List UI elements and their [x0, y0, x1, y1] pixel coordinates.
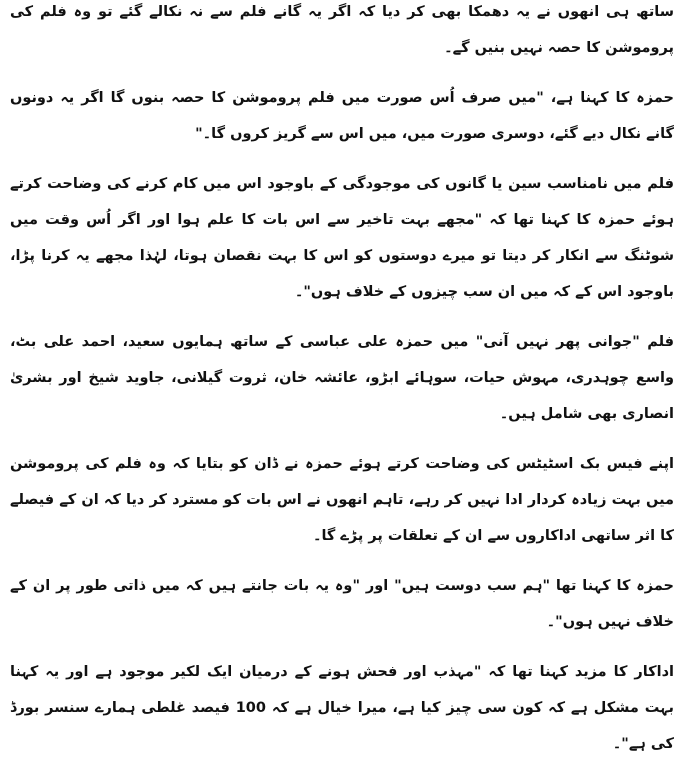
article-paragraph: فلم "جوانی پھر نہیں آنی" میں حمزہ علی عباسی کے ساتھ ہمایوں سعید، احمد علی بٹ، واسع چوہدری، مہوش حیات، سوہائے ابڑو، عائشہ خان، ثروت گیلانی، جاوید شیخ اور بشریٰ انصاری بھی شامل ہیں۔: [10, 334, 674, 422]
article-paragraph: فلم میں نامناسب سین یا گانوں کی موجودگی کے باوجود اس میں کام کرنے کی وضاحت کرتے ہوئے حمزہ کا کہنا تھا کہ "مجھے بہت تاخیر سے اس بات کا علم ہوا اور اگر اُس وقت میں شوٹنگ سے انکار کر دیتا تو میرے دوستوں کو اس کا بہت نقصان ہوتا، لہٰذا مجھے یہ کرنا پڑا، باوجود اس کے کہ میں ان سب چیزوں کے خلاف ہوں"۔: [10, 176, 674, 300]
article-paragraph: اداکار کا مزید کہنا تھا کہ "مہذب اور فحش ہونے کے درمیان ایک لکیر موجود ہے اور یہ کہنا بہت مشکل ہے کہ کون سی چیز کیا ہے، میرا خیال ہے کہ 100 فیصد غلطی ہمارے سنسر بورڈ کی ہے"۔: [10, 664, 674, 752]
article-body: [10, 0, 674, 776]
article-paragraph: حمزہ کا کہنا تھا "ہم سب دوست ہیں" اور "وہ یہ بات جانتے ہیں کہ میں ذاتی طور پر ان کے خلاف نہیں ہوں"۔: [10, 578, 674, 630]
article-paragraph: حمزہ کا کہنا ہے، "میں صرف اُس صورت میں فلم پروموشن کا حصہ بنوں گا اگر یہ دونوں گانے نکال دیے گئے، دوسری صورت میں، میں اس سے گریز کروں گا۔": [10, 90, 674, 142]
article-paragraph: اپنے فیس بک اسٹیٹس کی وضاحت کرتے ہوئے حمزہ نے ڈان کو بتایا کہ وہ فلم کی پروموشن میں بہت زیادہ کردار ادا نہیں کر رہے، تاہم انھوں نے اس بات کو مسترد کر دیا کہ ان کے فیصلے کا اثر ساتھی اداکاروں سے ان کے تعلقات پر پڑے گا۔: [10, 456, 674, 544]
article-paragraph: ساتھ ہی انھوں نے یہ دھمکا بھی کر دیا کہ اگر یہ گانے فلم سے نہ نکالے گئے تو وہ فلم کی پروموشن کا حصہ نہیں بنیں گے۔: [10, 4, 674, 56]
